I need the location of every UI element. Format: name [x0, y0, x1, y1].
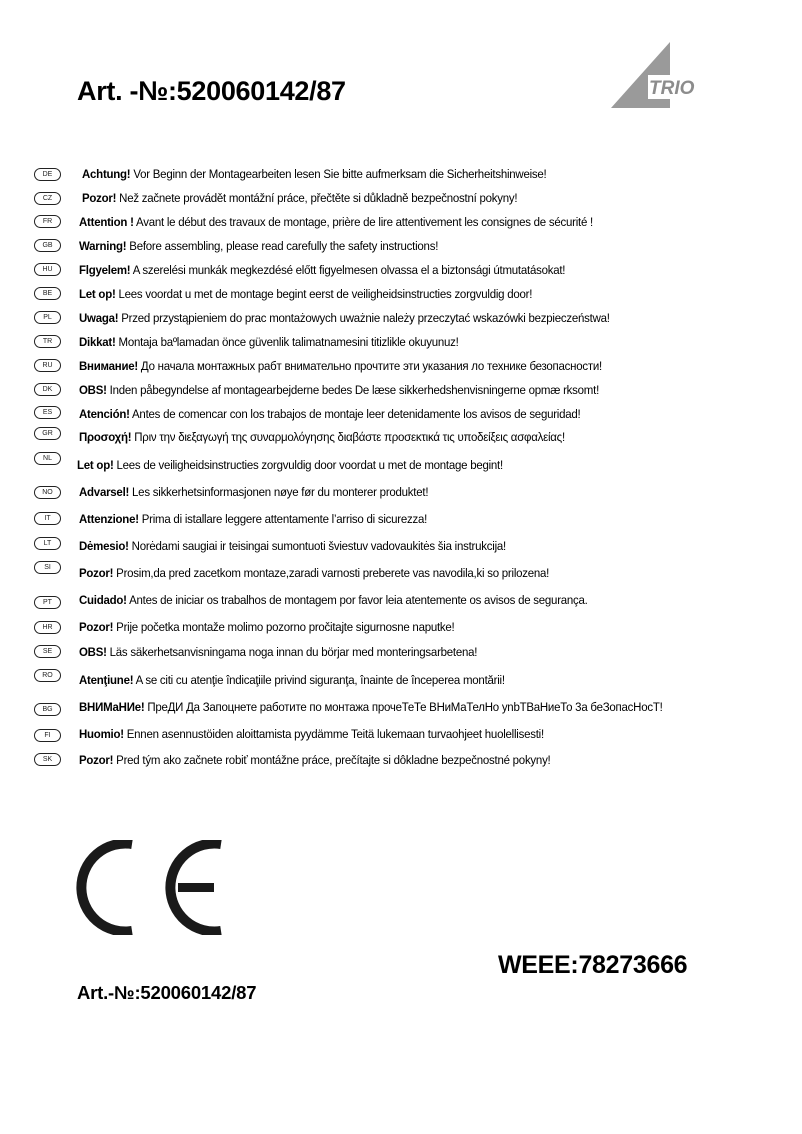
- lang-badge: GR: [34, 427, 61, 440]
- lang-badge: NO: [34, 486, 61, 499]
- warning-text: Achtung! Vor Beginn der Montagearbeiten lesen Sie bitte aufmerksam die Sicherheitshinweise!: [82, 167, 547, 181]
- lang-badge: RO: [34, 669, 61, 682]
- warning-text: Προσοχή! Πριν την διεξαγωγή της συναρμολόγησης διαβάστε προσεκτικά τις υποδείξεις ασφαλείας!: [79, 430, 565, 444]
- weee-number: WEEE:78273666: [498, 951, 688, 979]
- article-number-title: Art. -№:520060142/87: [77, 76, 346, 106]
- lang-badge: LT: [34, 537, 61, 550]
- lang-badge: DE: [34, 168, 61, 181]
- warning-text: Let op! Lees de veiligheidsinstructies zorgvuldig door voordat u met de montage begint!: [77, 458, 503, 472]
- lang-badge: IT: [34, 512, 61, 525]
- warning-text: OBS! Läs säkerhetsanvisningama noga innan du börjar med monteringsarbetena!: [79, 645, 478, 659]
- warning-text: Attenzione! Prima di istallare leggere attentamente l’arriso di sicurezza!: [79, 512, 428, 526]
- warning-text: Atención! Antes de comencar con los trabajos de montaje leer detenidamente los avisos de seguridad!: [79, 407, 581, 421]
- warning-text: Uwaga! Przed przystąpieniem do prac montażowych uważnie należy przeczytać wskazówki bezpieczeństwa!: [79, 311, 610, 325]
- warning-text: Let op! Lees voordat u met de montage begint eerst de veiligheidsinstructies zorgvuldig door!: [79, 287, 533, 301]
- lang-badge: CZ: [34, 192, 61, 205]
- warning-text: Advarsel! Les sikkerhetsinformasjonen nøye før du monterer produktet!: [79, 485, 429, 499]
- warning-text: Внимание! До начала монтажных рабт внимательно прочтите эти указания ло технике безопасности!: [79, 359, 603, 373]
- lang-badge: HR: [34, 621, 61, 634]
- lang-badge: FR: [34, 215, 61, 228]
- lang-badge: SI: [34, 561, 61, 574]
- lang-badge: FI: [34, 729, 61, 742]
- warning-text: Flgyelem! A szerelési munkák megkezdésé előtt figyelmesen olvassa el a biztonsági útmutatásokat!: [79, 263, 566, 277]
- article-number-footer: Art.-№:520060142/87: [77, 982, 257, 1003]
- ce-mark-icon: [76, 840, 226, 935]
- warning-text: Pozor! Prije početka montaže molimo pozorno pročitajte sigurnosne naputke!: [79, 620, 455, 634]
- lang-badge: GB: [34, 239, 61, 252]
- lang-badge: BE: [34, 287, 61, 300]
- lang-badge: HU: [34, 263, 61, 276]
- warning-text: Attention ! Avant le début des travaux de montage, prière de lire attentivement les consignes de sécurité !: [79, 215, 594, 229]
- warning-text: OBS! Inden påbegyndelse af montagearbejderne bedes De læse sikkerhedshenvisningerne opmæ rksomt!: [79, 383, 600, 397]
- lang-badge: NL: [34, 452, 61, 465]
- lang-badge: SK: [34, 753, 61, 766]
- lang-badge: BG: [34, 703, 61, 716]
- warning-text: Pozor! Prosim,da pred zacetkom montaze,zaradi varnosti preberete vas navodila,ki so prilozena!: [79, 566, 550, 580]
- logo-text: TRIO: [649, 78, 695, 99]
- warning-text: Dikkat! Montaja baºlamadan önce güvenlik talimatnamesini titizlikle okuyunuz!: [79, 335, 459, 349]
- warning-text: Cuidado! Antes de iniciar os trabalhos de montagem por favor leia atentemente os avisos de segurança.: [79, 593, 588, 607]
- lang-badge: DK: [34, 383, 61, 396]
- lang-badge: RU: [34, 359, 61, 372]
- lang-badge: TR: [34, 335, 61, 348]
- warning-text: ВНИМаНИе! ПреДИ Да Запоцнете работите по монтажа прочеТеТе ВНиМаТелНо ynbТВаНиеТо 3а беЗопасНосТ!: [79, 700, 663, 714]
- warning-text: Huomio! Ennen asennustöiden aloittamista pyydämme Teitä lukemaan turvaohjeet huolellisesti!: [79, 727, 544, 741]
- warning-text: Warning! Before assembling, please read carefully the safety instructions!: [79, 239, 439, 253]
- warning-text: Pozor! Než začnete provádět montážní práce, přečtěte si důkladně bezpečnostní pokyny!: [82, 191, 518, 205]
- trio-logo-icon: [608, 40, 708, 110]
- warning-text: Dėmesio! Norėdami saugiai ir teisingai sumontuoti šviestuv vadovaukitės šia instrukcija!: [79, 539, 506, 553]
- lang-badge: SE: [34, 645, 61, 658]
- lang-badge: ES: [34, 406, 61, 419]
- warning-text: Pozor! Pred tým ako začnete robiť montážne práce, prečítajte si dôkladne bezpečnostné pokyny!: [79, 753, 551, 767]
- lang-badge: PL: [34, 311, 61, 324]
- warning-text: Atenţiune! A se citi cu atenţie îndicaţiile privind siguranţa, înainte de începerea montării!: [79, 673, 505, 687]
- lang-badge: PT: [34, 596, 61, 609]
